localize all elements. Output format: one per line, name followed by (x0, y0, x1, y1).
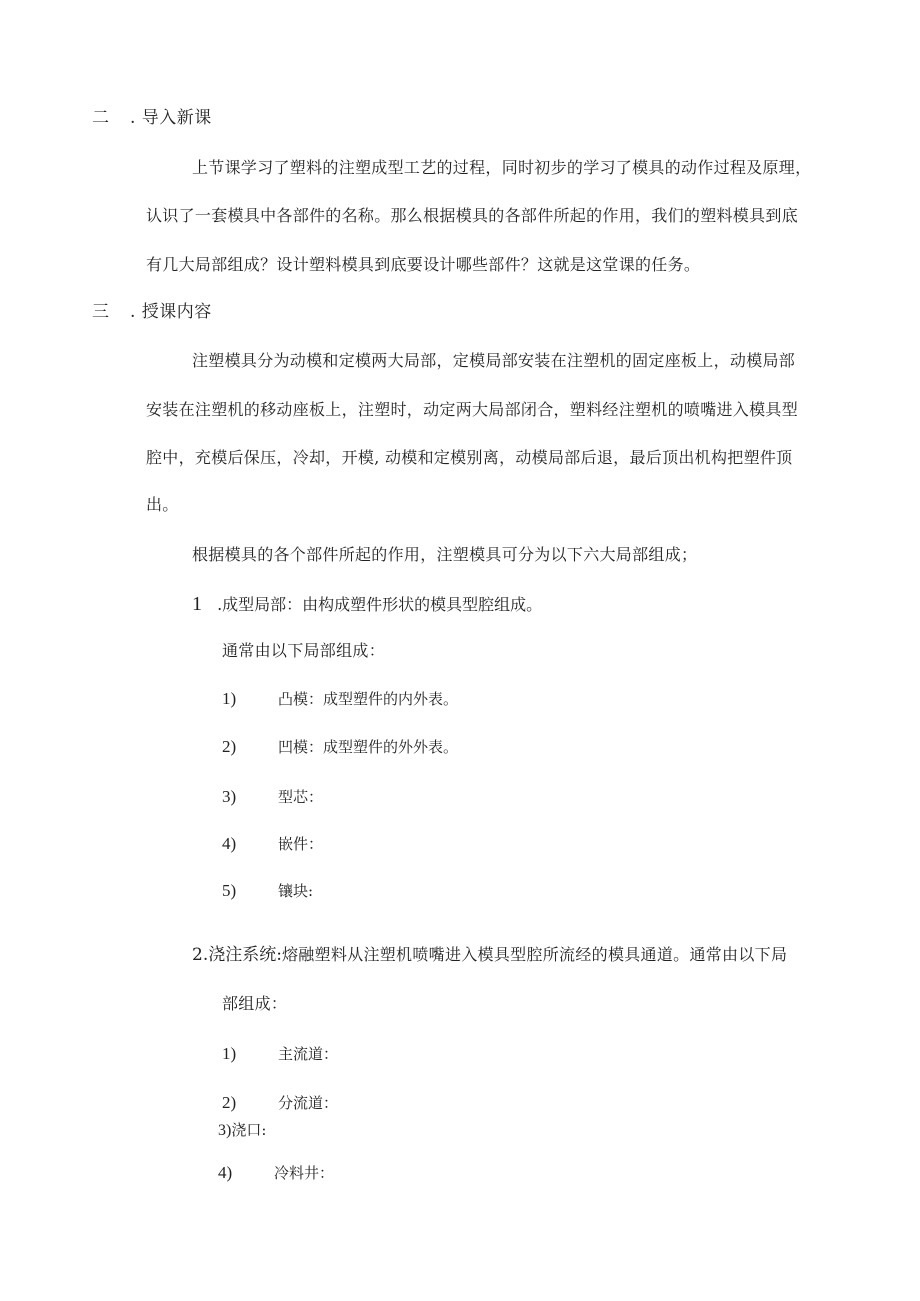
item-number: 1 (192, 593, 202, 615)
sub-list-item: 1) 主流道： (222, 1044, 339, 1063)
paragraph-line: 认识了一套模具中各部件的名称。那么根据模具的各部件所起的作用，我们的塑料模具到底 (146, 206, 799, 225)
sub-list-item: 2) 分流道： (222, 1093, 339, 1112)
paragraph-line: 注塑模具分为动模和定模两大局部，定模局部安装在注塑机的固定座板上，动模局部 (192, 351, 796, 370)
paragraph-line: 出。 (146, 495, 179, 514)
section-heading-2 (92, 110, 212, 127)
sub-list-item: 4) 冷料井： (218, 1163, 335, 1182)
sub-list-item: 3) 型芯： (222, 787, 324, 806)
section-number: 二 (92, 108, 110, 128)
section-number: 三 (92, 302, 110, 322)
paragraph-line: 上节课学习了塑料的注塑成型工艺的过程，同时初步的学习了模具的动作过程及原理， (192, 158, 812, 177)
section-title: . 导入新课 (130, 108, 212, 128)
item-text-continued: 部组成： (222, 994, 288, 1013)
section-title: . 授课内容 (130, 302, 212, 322)
list-item-2-heading (192, 947, 787, 964)
sub-list-item: 1) 凸模：成型塑件的内外表。 (222, 689, 459, 708)
sub-list-item: 4) 嵌件： (222, 834, 324, 853)
sub-list-item: 3)浇口: (218, 1121, 267, 1139)
item-text: 熔融塑料从注塑机喷嘴进入模具型腔所流经的模具通道。通常由以下局 (281, 945, 788, 964)
paragraph-line: 安装在注塑机的移动座板上，注塑时，动定两大局部闭合，塑料经注塑机的喷嘴进入模具型 (146, 400, 799, 419)
sub-list-item: 5) 镶块: (222, 881, 314, 900)
item-title: .成型局部：由构成塑件形状的模具型腔组成。 (217, 595, 543, 614)
paragraph-line: 腔中，充模后保压，冷却，开模, 动模和定模别离，动模局部后退，最后顶出机构把塑件顶 (146, 448, 793, 467)
sub-list-item: 2) 凹模：成型塑件的外外表。 (222, 737, 459, 756)
paragraph-line: 根据模具的各个部件所起的作用，注塑模具可分为以下六大局部组成； (192, 545, 698, 564)
section-heading-3 (92, 304, 212, 321)
paragraph-line: 有几大局部组成？设计塑料模具到底要设计哪些部件？这就是这堂课的任务。 (146, 255, 701, 274)
item-intro: 通常由以下局部组成： (222, 641, 386, 660)
list-item-1-heading (192, 594, 542, 614)
item-title: 2.浇注系统: (192, 945, 282, 965)
